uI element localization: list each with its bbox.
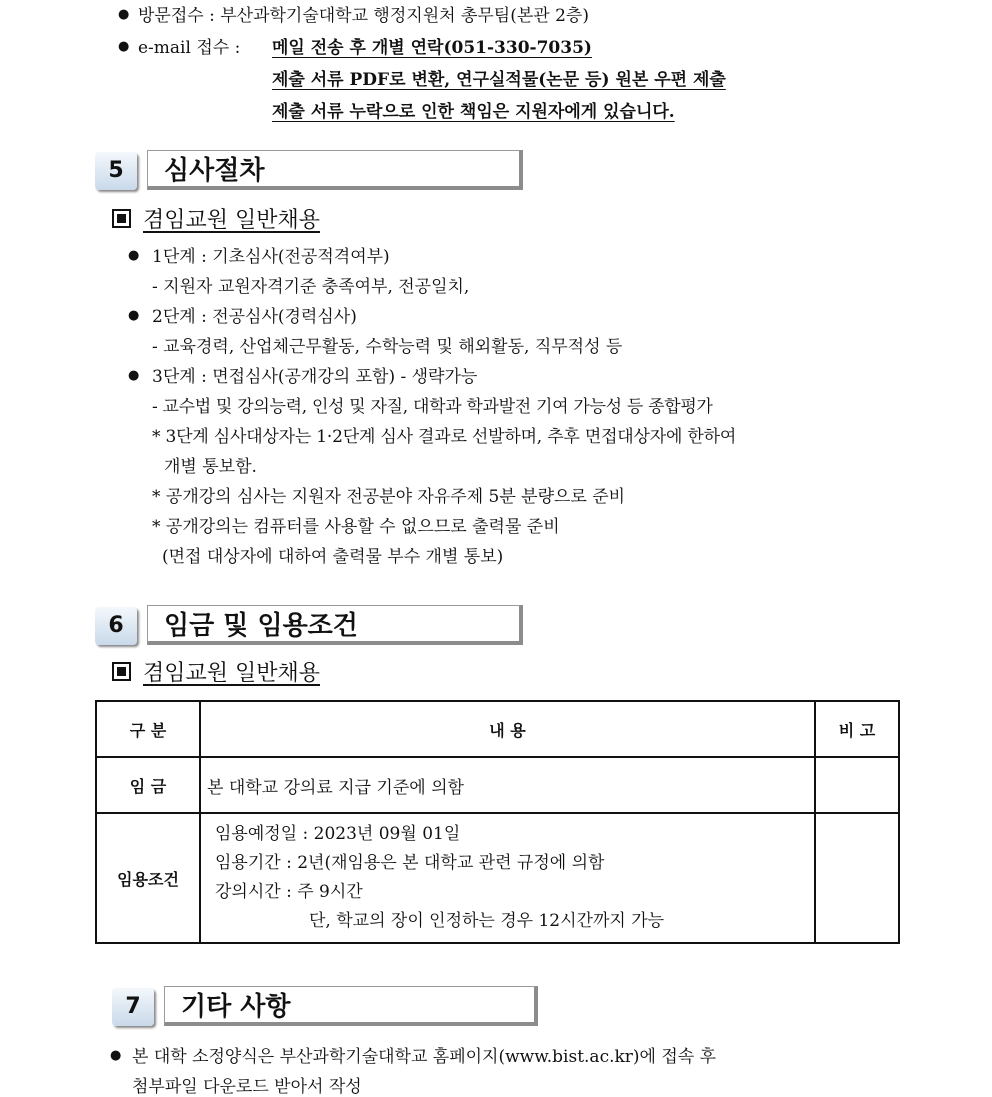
step-3: 3단계 : 면접심사(공개강의 포함) - 생략가능 — [152, 367, 478, 387]
lecture-hours: 강의시간 : 주 9시간 — [215, 882, 363, 902]
term: 임용기간 : 2년(재임용은 본 대학교 관련 규정에 의함 — [215, 853, 605, 873]
email-note-3: 제출 서류 누락으로 인한 책임은 지원자에게 있습니다. — [272, 102, 675, 122]
section-5-header — [95, 150, 525, 194]
row-note — [815, 813, 899, 943]
section-6-header — [95, 605, 525, 649]
row-label: 임용조건 — [96, 813, 200, 943]
note-1: * 3단계 심사대상자는 1·2단계 심사 결과로 선발하며, 추후 면접대상자에 한하여 — [152, 427, 737, 447]
email-label: e-mail 접수 : — [138, 38, 241, 58]
table-row — [96, 813, 899, 943]
section-number: 7 — [112, 988, 154, 1026]
note-3: * 공개강의는 컴퓨터를 사용할 수 없으므로 출력물 준비 — [152, 517, 560, 537]
row-note — [815, 757, 899, 813]
subsection-title: 겸임교원 일반채용 — [112, 203, 320, 234]
checkbox-square-icon — [112, 662, 131, 681]
table-row — [96, 757, 899, 813]
step-1-detail: - 지원자 교원자격기준 충족여부, 전공일치, — [152, 277, 470, 297]
section-7-header — [112, 986, 542, 1030]
step-1: 1단계 : 기초심사(전공적격여부) — [152, 247, 390, 267]
header-note: 비 고 — [815, 701, 899, 757]
bullet-icon: ● — [118, 7, 130, 22]
section-number: 6 — [95, 607, 137, 645]
step-2: 2단계 : 전공심사(경력심사) — [152, 307, 357, 327]
table-header-row — [96, 701, 899, 757]
conditions-table — [95, 700, 900, 944]
note-2: * 공개강의 심사는 지원자 전공분야 자유주제 5분 분량으로 준비 — [152, 487, 626, 507]
note-1-cont: 개별 통보함. — [164, 457, 257, 477]
misc-line-1: 본 대학 소정양식은 부산과학기술대학교 홈페이지(www.bist.ac.kr)에 접속 후 — [132, 1047, 717, 1067]
row-label: 임 금 — [96, 757, 200, 813]
bullet-icon: ● — [118, 39, 130, 54]
checkbox-square-icon — [112, 209, 131, 228]
step-2-detail: - 교육경력, 산업체근무활동, 수학능력 및 해외활동, 직무적성 등 — [152, 337, 623, 357]
row-content: 본 대학교 강의료 지급 기준에 의함 — [200, 757, 815, 813]
bullet-icon: ● — [128, 308, 140, 323]
bullet-icon: ● — [128, 248, 140, 263]
section-number: 5 — [95, 152, 137, 190]
row-content — [200, 813, 815, 943]
section-title: 심사절차 — [147, 150, 523, 190]
bullet-icon: ● — [128, 368, 140, 383]
note-3-cont: (면접 대상자에 대하여 출력물 부수 개별 통보) — [162, 547, 504, 567]
email-note-1: 메일 전송 후 개별 연락(051-330-7035) — [272, 38, 592, 58]
visit-text: 방문접수 : 부산과학기술대학교 행정지원처 총무팀(본관 2층) — [138, 6, 589, 26]
misc-line-2: 첨부파일 다운로드 받아서 작성 — [132, 1077, 362, 1097]
subsection-title: 겸임교원 일반채용 — [112, 656, 320, 687]
header-category: 구 분 — [96, 701, 200, 757]
section-title: 임금 및 임용조건 — [147, 605, 523, 645]
section-title: 기타 사항 — [164, 986, 538, 1026]
step-3-detail: - 교수법 및 강의능력, 인성 및 자질, 대학과 학과발전 기여 가능성 등 종합평가 — [152, 397, 713, 417]
email-note-2: 제출 서류 PDF로 변환, 연구실적물(논문 등) 원본 우편 제출 — [272, 70, 726, 90]
lecture-hours-exception: 단, 학교의 장이 인정하는 경우 12시간까지 가능 — [309, 911, 665, 931]
header-content: 내 용 — [200, 701, 815, 757]
bullet-icon: ● — [110, 1048, 122, 1063]
start-date: 임용예정일 : 2023년 09월 01일 — [215, 824, 461, 844]
